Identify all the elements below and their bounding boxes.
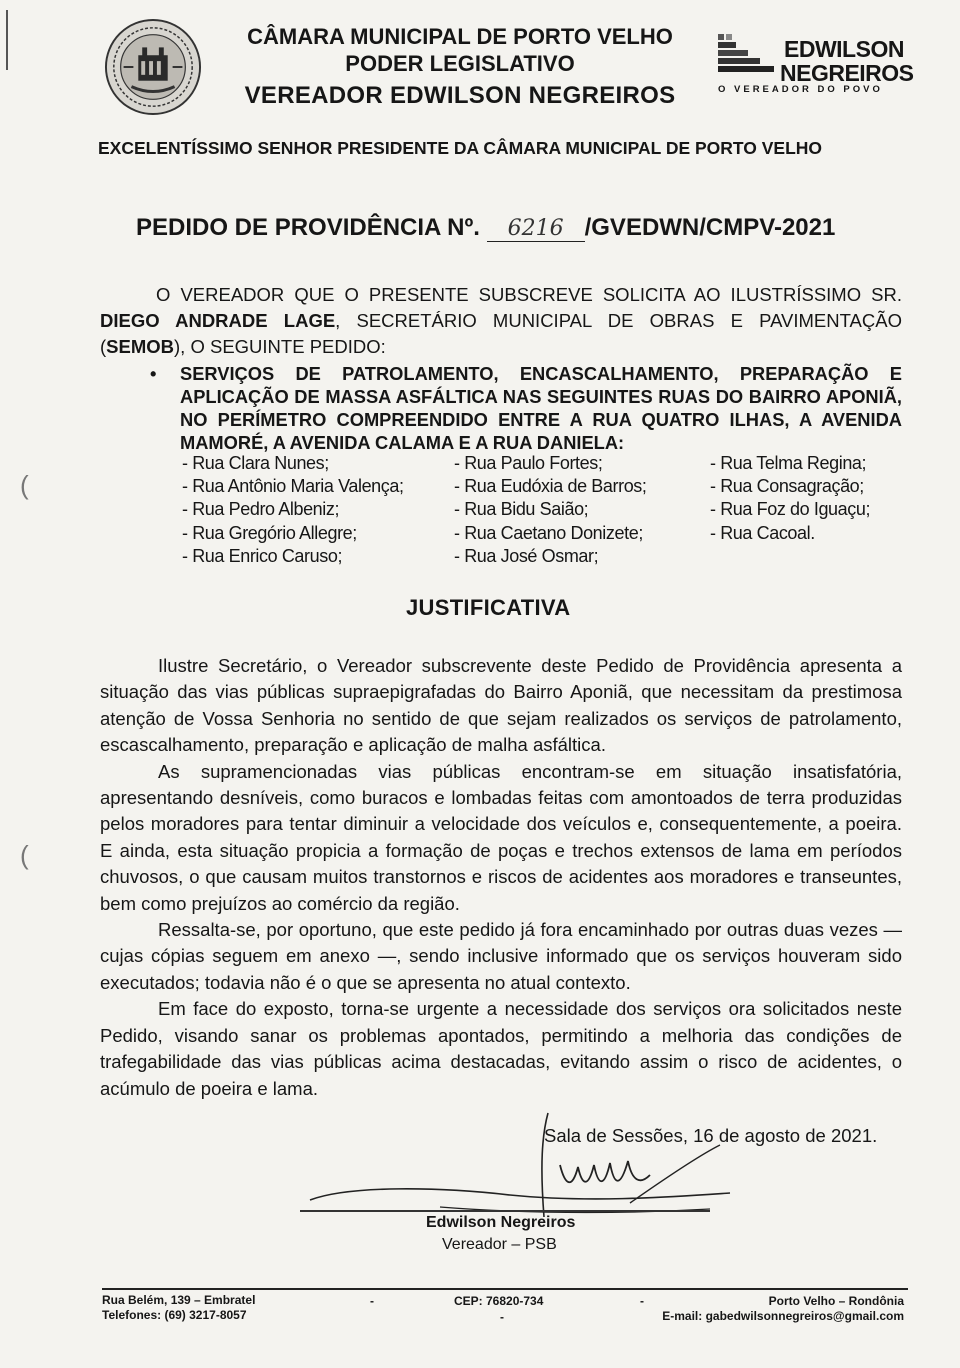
street-item: - Rua Eudóxia de Barros; [454, 476, 647, 497]
street-list-column-1 [182, 452, 404, 568]
justification-paragraph: As supramencionadas vias públicas encontram-se em situação insatisfatória, apresentando desníveis, como buracos e lombadas feitas com amontoados de terra produzidas pelos moradores para tentar diminuir a velocidade dos veículos e, consequentemente, a poeira. E ainda, esta situação propicia a formação de poças e trechos extensos de lama em períodos chuvosos, o que causam muitos transtornos e riscos de acidentes aos moradores e transeuntes, bem como prejuízos ao comércio da região. [100, 760, 902, 914]
footer-separator: - [370, 1294, 374, 1308]
street-item: - Rua Clara Nunes; [182, 453, 329, 473]
addressee-line: EXCELENTÍSSIMO SENHOR PRESIDENTE DA CÂMARA MUNICIPAL DE PORTO VELHO [98, 138, 823, 158]
title-prefix: PEDIDO DE PROVIDÊNCIA Nº. [136, 214, 480, 241]
footer-divider [102, 1288, 908, 1290]
secretariat-acronym: SEMOB [106, 336, 175, 357]
street-item: - Rua Gregório Allegre; [182, 522, 357, 543]
scan-mark: ( [20, 840, 29, 870]
street-item: - Rua Enrico Caruso; [182, 545, 343, 566]
street-item: - Rua Pedro Albeniz; [182, 499, 340, 520]
document-title [136, 214, 835, 242]
brand-name-last: NEGREIROS [780, 60, 914, 86]
camara-seal-logo [104, 18, 202, 116]
footer-contact-block [662, 1294, 904, 1324]
footer-cep: CEP: 76820-734 [454, 1294, 544, 1308]
footer-address-block [102, 1293, 255, 1323]
request-item [150, 362, 902, 454]
footer-city: Porto Velho – Rondônia [768, 1294, 904, 1308]
street-item: - Rua Telma Regina; [710, 453, 867, 473]
header-institution: CÂMARA MUNICIPAL DE PORTO VELHO [247, 24, 673, 49]
street-item: - Rua Antônio Maria Valença; [182, 476, 404, 497]
title-suffix: /GVEDWN/CMPV-2021 [584, 214, 836, 241]
signatory-name: Edwilson Negreiros [426, 1214, 576, 1231]
brand-tagline: O VEREADOR DO POVO [718, 84, 883, 95]
intro-paragraph [100, 282, 902, 360]
street-item: - Rua Caetano Donizete; [454, 522, 643, 543]
scan-mark: ( [20, 470, 29, 500]
street-item: - Rua Consagração; [710, 476, 864, 497]
footer-separator: - [640, 1294, 644, 1308]
street-item: - Rua Paulo Fortes; [454, 453, 603, 473]
street-item: - Rua Cacoal. [710, 522, 815, 543]
scan-edge-mark [6, 10, 8, 70]
signatory-role: Vereador – PSB [442, 1236, 557, 1253]
secretary-name: DIEGO ANDRADE LAGE [100, 310, 336, 331]
edwilson-negreiros-logo-mark [718, 34, 778, 84]
justification-paragraph: Ressalta-se, por oportuno, que este pedido já fora encaminhado por outras duas vezes — cujas cópias seguem em anexo —, sendo inclusive informado que os serviços houveram sido executados; todavia não é o que se apresenta no atual contexto. [100, 919, 902, 993]
street-item: - Rua Foz do Iguaçu; [710, 499, 871, 520]
street-list-column-2 [454, 452, 647, 568]
intro-text-3: ), O SEGUINTE PEDIDO: [174, 336, 386, 357]
justification-heading: JUSTIFICATIVA [406, 595, 571, 620]
handwritten-document-number: 6216 [487, 216, 585, 242]
footer-phone: Telefones: (69) 3217-8057 [102, 1308, 247, 1322]
request-text: SERVIÇOS DE PATROLAMENTO, ENCASCALHAMENTO, PREPARAÇÃO E APLICAÇÃO DE MASSA ASFÁLTICA NAS SEGUINTES RUAS DO BAIRRO APONIÃ, NO PERÍMETRO COMPREENDIDO ENTRE A RUA QUATRO ILHAS, A AVENIDA MAMORÉ, A AVENIDA CALAMA E A RUA DANIELA: [180, 363, 902, 453]
footer-address: Rua Belém, 139 – Embratel [102, 1293, 256, 1307]
brand-name-first: EDWILSON [784, 36, 904, 62]
footer-email: E-mail: gabedwilsonnegreiros@gmail.com [662, 1309, 904, 1323]
signature-line [300, 1210, 710, 1212]
justification-body [100, 653, 902, 1102]
handwritten-signature [290, 1105, 750, 1225]
footer-separator: - [500, 1310, 504, 1324]
intro-text-2: , SECRETÁRIO MUNICIPAL DE OBRAS E PAVIMENTAÇÃO ( [100, 310, 902, 357]
justification-paragraph: Ilustre Secretário, o Vereador subscrevente deste Pedido de Providência apresenta a situação das vias públicas supraepigrafadas do Bairro Aponiã, que necessitam da prestimosa atenção de Vossa Senhoria no sentido de que sejam realizados os serviços de patrolamento, escascalhamento, preparação e aplicação de malha asfáltica. [100, 655, 902, 756]
street-item: - Rua Bidu Saião; [454, 499, 589, 520]
street-list-column-3 [710, 452, 870, 545]
street-item: - Rua José Osmar; [454, 545, 599, 566]
bullet-icon: • [150, 363, 157, 384]
header-councilor: VEREADOR EDWILSON NEGREIROS [244, 82, 676, 109]
header-branch: PODER LEGISLATIVO [345, 51, 575, 76]
intro-text-1: O VEREADOR QUE O PRESENTE SUBSCREVE SOLICITA AO ILUSTRÍSSIMO SR. [156, 284, 902, 305]
closing-date-line: Sala de Sessões, 16 de agosto de 2021. [544, 1125, 878, 1146]
justification-paragraph: Em face do exposto, torna-se urgente a necessidade dos serviços ora solicitados neste Pedido, visando sanar os problemas apontados, permitindo a melhoria das condições de trafegabilidade das vias públicas acima destacadas, evitando assim o risco de acidentes, o acúmulo de poeira e lama. [100, 998, 902, 1099]
